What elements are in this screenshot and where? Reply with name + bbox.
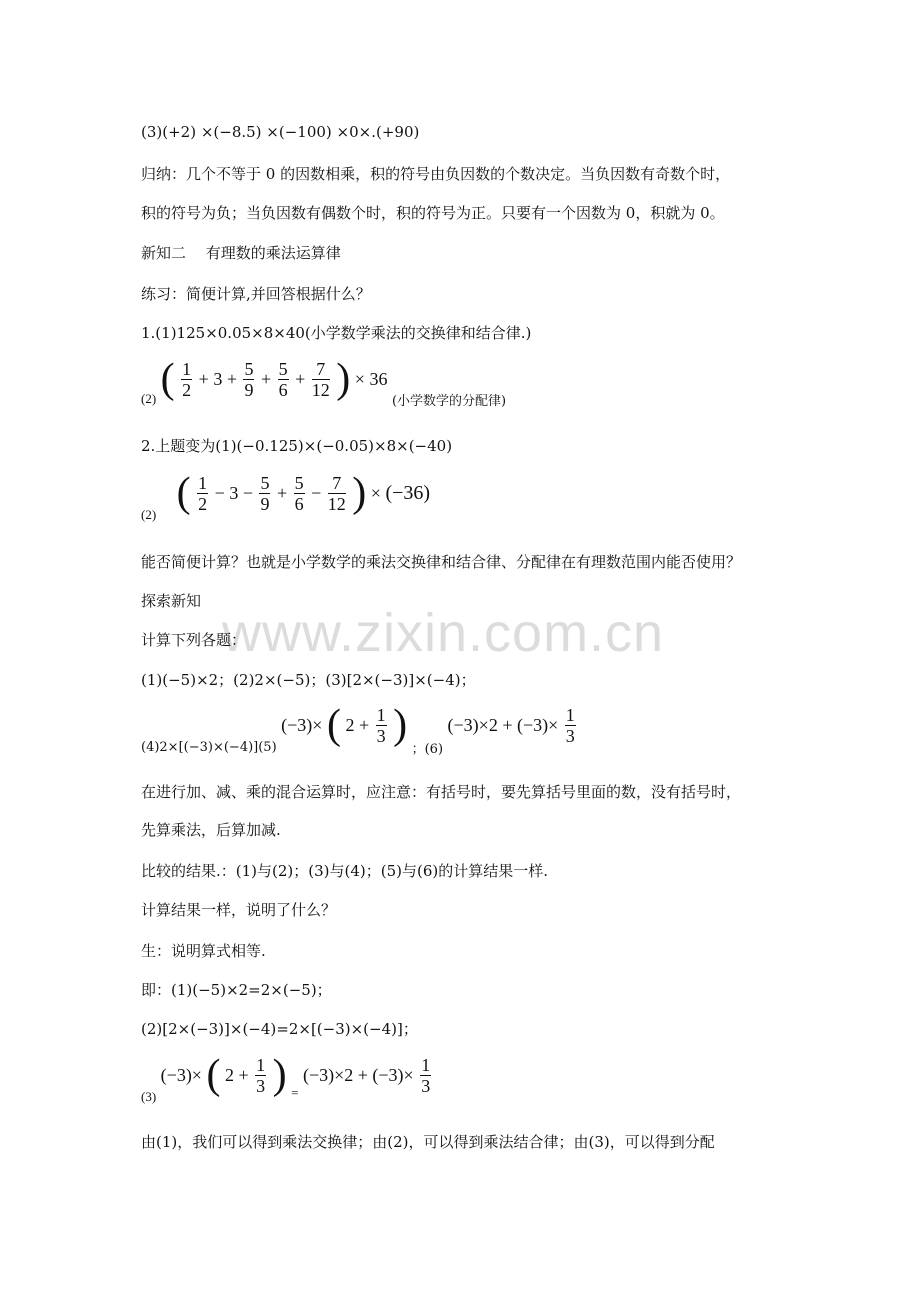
text-line: 计算结果一样，说明了什么？ (141, 901, 337, 919)
text-line: 2.上题变为(1)(−0.125)×(−0.05)×8×(−40) (141, 437, 453, 455)
equation-distributive: (2) ( $\frac{1}{2}$ + 3 + $\frac{5}{9}$ + $\frac{5}{6}$ + $\frac{7}{12}$ ) × 36 (小学数学的分配律) (141, 356, 507, 409)
text-line: 积的符号为负；当负因数有偶数个时，积的符号为正。只要有一个因数为 0，积就为 0。 (141, 204, 725, 222)
text-line: 练习：简便计算,并回答根据什么？ (141, 285, 371, 303)
equation-compare: (4)2×[(−3)×(−4)](5) (−3)× ( 2 + $\frac{1}{3}$ ) ；(6) (−3)×2 + (−3)× $\frac{1}{3}$ (141, 702, 575, 757)
text-line: 归纳：几个不等于 0 的因数相乘，积的符号由负因数的个数决定。当负因数有奇数个时， (141, 165, 731, 183)
text-line: 生：说明算式相等. (141, 942, 266, 960)
text-line: 探索新知 (141, 592, 202, 610)
text-line: 由(1)，我们可以得到乘法交换律；由(2)，可以得到乘法结合律；由(3)，可以得到分配 (141, 1133, 715, 1151)
equation-negative: (2) ( $\frac{1}{2}$ − 3 − $\frac{5}{9}$ + $\frac{5}{6}$ − $\frac{7}{12}$ ) × (−36) (141, 470, 431, 522)
equation-distributive-result: (3) (−3)× ( 2 + $\frac{1}{3}$ ) = (−3)×2 + (−3)× $\frac{1}{3}$ (141, 1052, 431, 1104)
text-line: (2)[2×(−3)]×(−4)=2×[(−3)×(−4)]； (141, 1020, 418, 1038)
text-line: (3)(+2) ×(−8.5) ×(−100) ×0×.(+90) (141, 123, 420, 141)
section-heading: 新知二 有理数的乘法运算律 (141, 244, 341, 262)
text-line: 比较的结果.：(1)与(2)；(3)与(4)；(5)与(6)的计算结果一样. (141, 862, 549, 880)
text-line: 先算乘法，后算加减. (141, 821, 281, 839)
text-line: 在进行加、减、乘的混合运算时，应注意：有括号时，要先算括号里面的数，没有括号时， (141, 783, 742, 801)
text-line: 计算下列各题： (141, 631, 247, 649)
text-line: (1)(−5)×2；(2)2×(−5)；(3)[2×(−3)]×(−4)； (141, 671, 476, 689)
text-line: 1.(1)125×0.05×8×40(小学数学乘法的交换律和结合律.) (141, 324, 532, 342)
watermark: www.zixin.com.cn (222, 603, 665, 663)
text-line: 即：(1)(−5)×2=2×(−5)； (141, 981, 332, 999)
text-line: 能否简便计算？也就是小学数学的乘法交换律和结合律、分配律在有理数范围内能否使用？ (141, 553, 742, 571)
